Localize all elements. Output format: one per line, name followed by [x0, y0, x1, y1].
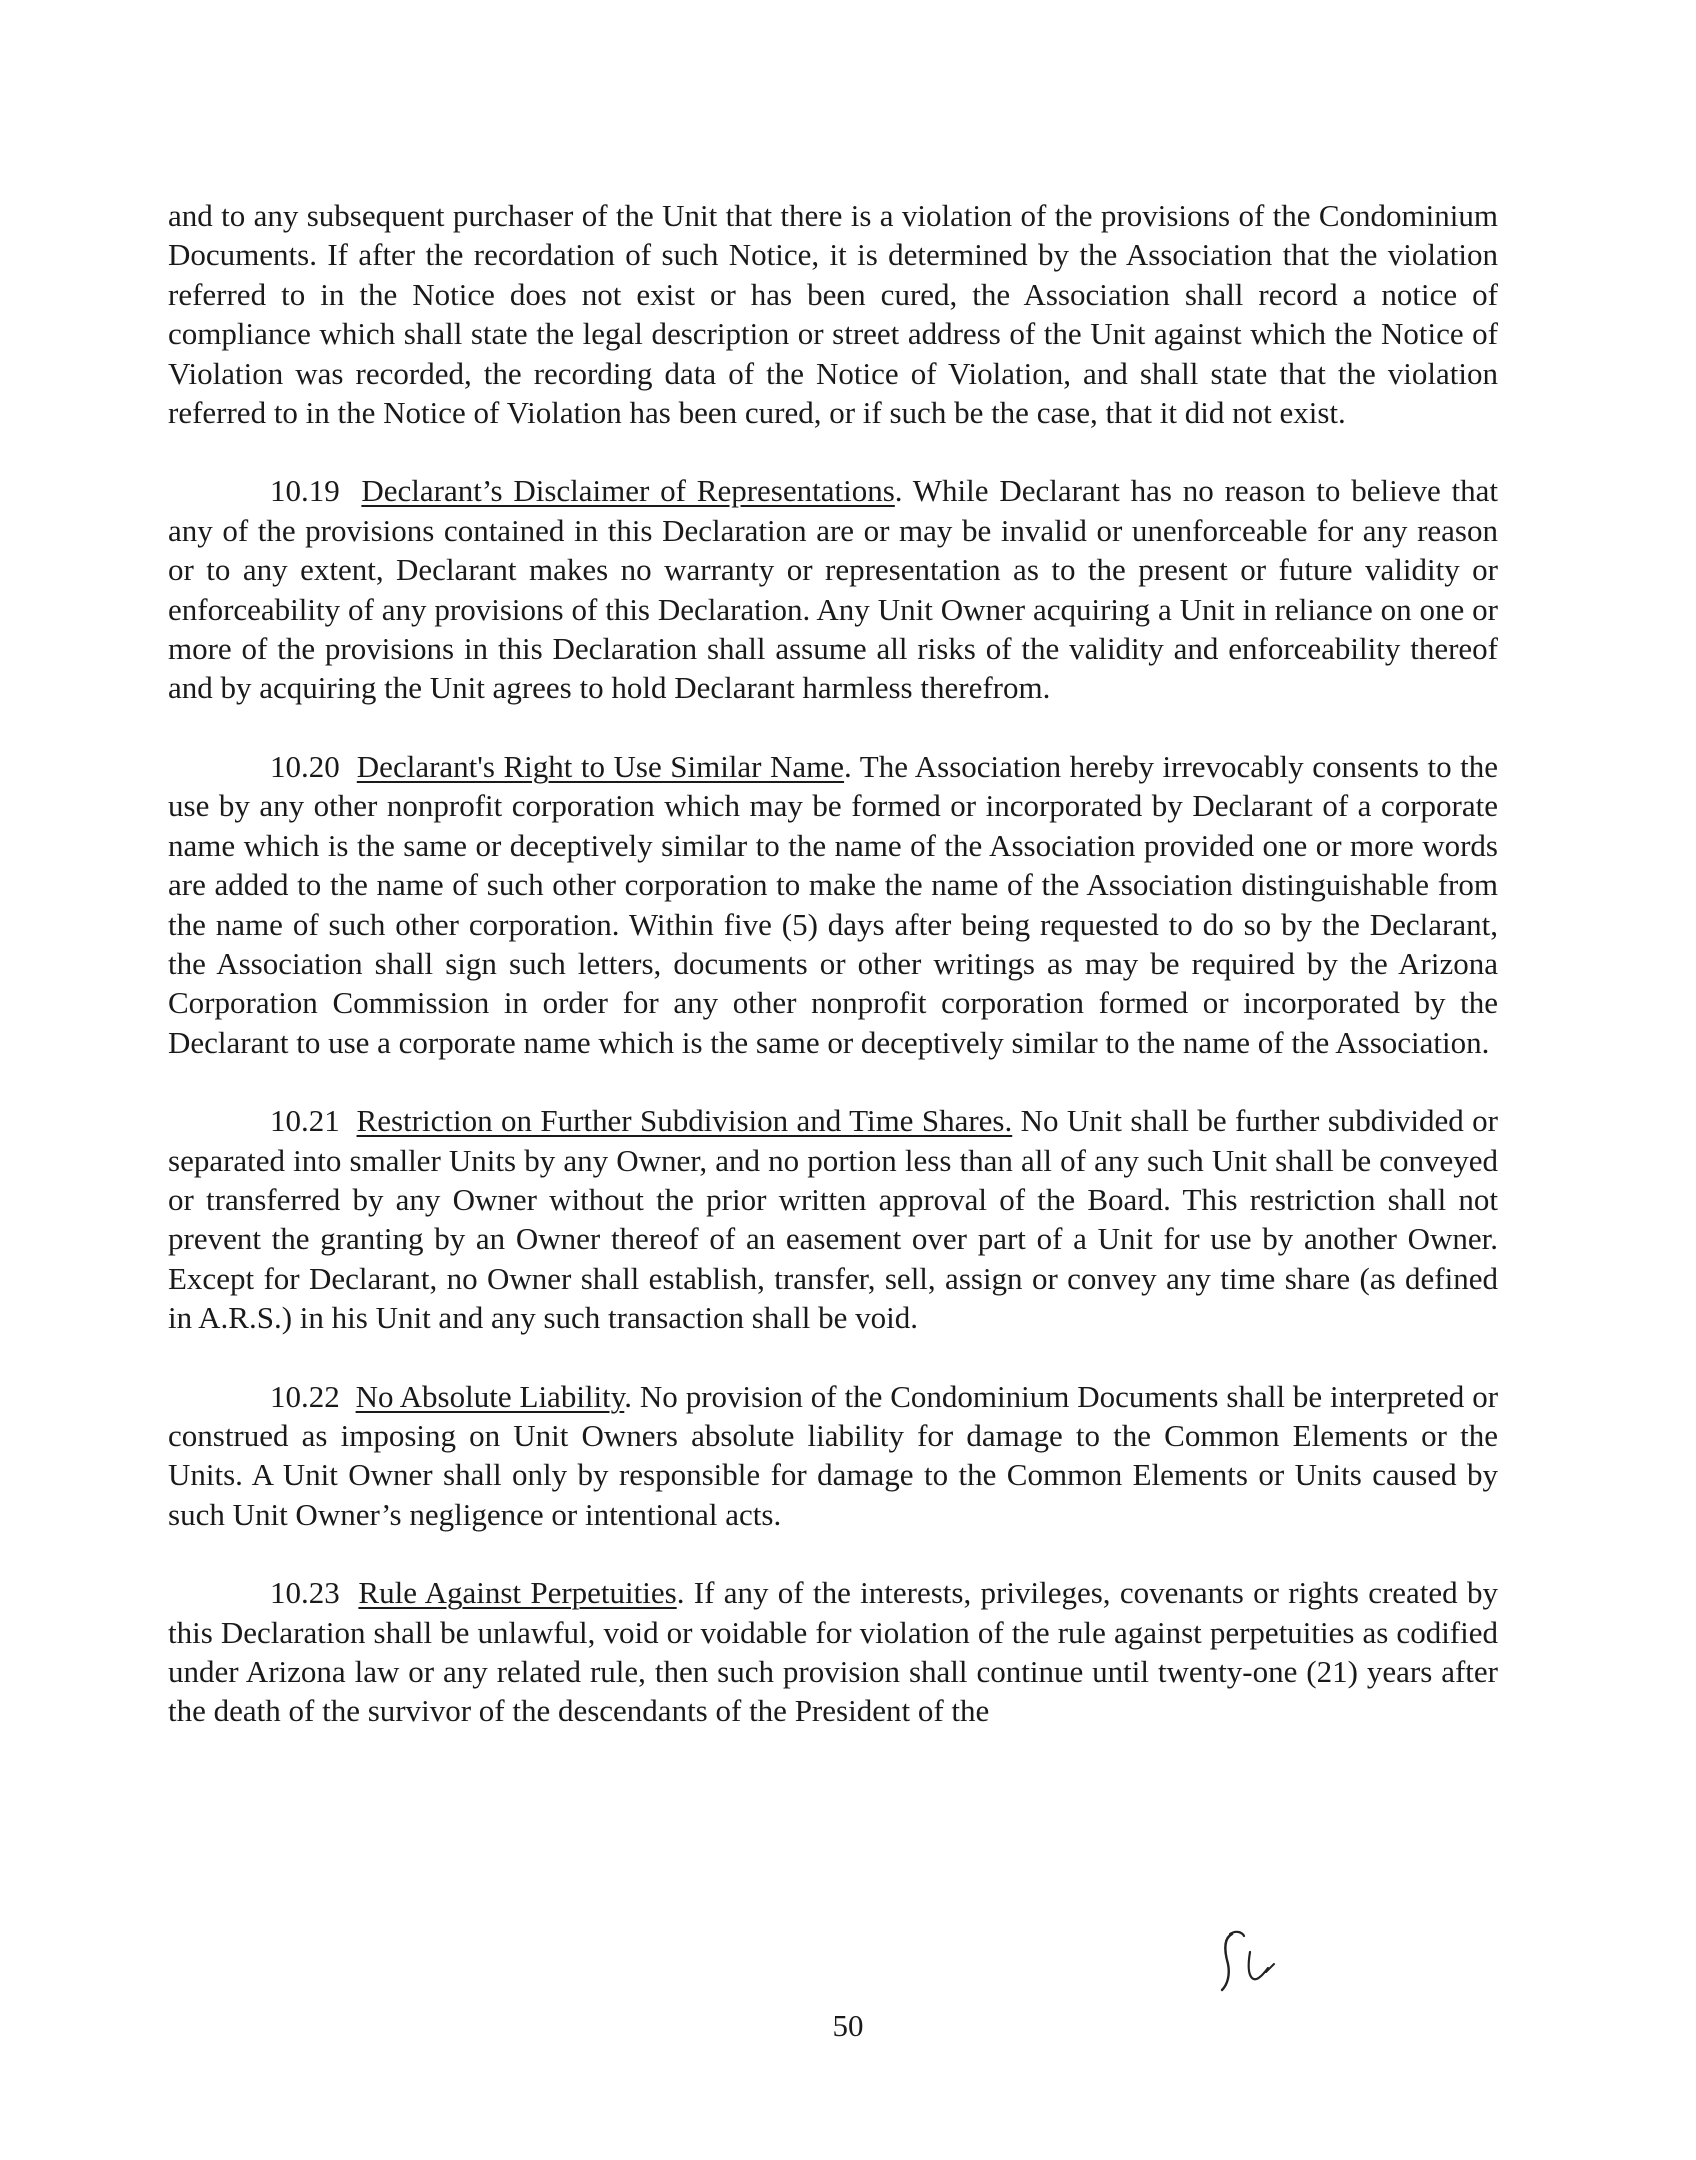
section-body: . No provision of the Condominium Documents shall be interpreted or construed as imposing on Unit Owners absolute liability for damage to the Common Elements or the Units. A Unit Owner shall only by responsible for damage to the Common Elements or Units caused by such Unit Owner’s negligence or intentional acts.	[168, 1378, 1499, 1532]
section-heading: Declarant’s Disclaimer of Representations	[361, 473, 895, 509]
section-body: . While Declarant has no reason to believe that any of the provisions contained in this Declaration are or may be invalid or unenforceable for any reason or to any extent, Declarant makes no warranty or representation as to the present or future validity or enforceability of any provisions of this Declaration. Any Unit Owner acquiring a Unit in reliance on one or more of the provisions in this Declaration shall assume all risks of the validity and enforceability thereof and by acquiring the Unit agrees to hold Declarant harmless therefrom.	[168, 473, 1499, 706]
section-heading: Rule Against Perpetuities	[358, 1575, 677, 1611]
section-body: . The Association hereby irrevocably consents to the use by any other nonprofit corporation which may be formed or incorporated by Declarant of a corporate name which is the same or deceptively similar to the name of the Association provided one or more words are added to the name of such other corporation to make the name of the Association distinguishable from the name of such other corporation. Within five (5) days after being requested to do so by the Declarant, the Association shall sign such letters, documents or other writings as may be required by the Arizona Corporation Commission in order for any other nonprofit corporation formed or incorporated by the Declarant to use a corporate name which is the same or deceptively similar to the name of the Association.	[168, 748, 1498, 1060]
page-number: 50	[832, 2008, 864, 2043]
section-10-19	[168, 471, 1498, 707]
handwritten-initials	[1210, 1928, 1300, 1998]
section-10-20	[168, 747, 1498, 1062]
section-body: . If any of the interests, privileges, covenants or rights created by this Declaration shall be unlawful, void or voidable for violation of the rule against perpetuities as codified under Arizona law or any related rule, then such provision shall continue until twenty-one (21) years after the death of the survivor of the descendants of the President of the	[168, 1575, 1498, 1729]
section-number: 10.22	[270, 1378, 340, 1414]
section-10-23	[168, 1573, 1498, 1731]
section-heading: Declarant's Right to Use Similar Name	[356, 748, 845, 784]
document-page	[168, 196, 1498, 1770]
section-number: 10.21	[270, 1103, 340, 1139]
continued-paragraph: and to any subsequent purchaser of the Unit that there is a violation of the provisions of the Condominium Documents. If after the recordation of such Notice, it is determined by the Association that the violation referred to in the Notice does not exist or has been cured, the Association shall record a notice of compliance which shall state the legal description or street address of the Unit against which the Notice of Violation was recorded, the recording data of the Notice of Violation, and shall state that the violation referred to in the Notice of Violation has been cured, or if such be the case, that it did not exist.	[168, 198, 1498, 431]
section-10-22	[168, 1377, 1498, 1535]
section-number: 10.19	[270, 473, 340, 509]
section-heading: No Absolute Liability	[355, 1378, 625, 1414]
section-10-21	[168, 1101, 1498, 1337]
section-heading: Restriction on Further Subdivision and Time Shares.	[356, 1103, 1013, 1139]
section-number: 10.20	[270, 748, 340, 784]
section-number: 10.23	[270, 1575, 340, 1611]
section-body: No Unit shall be further subdivided or separated into smaller Units by any Owner, and no portion less than all of any such Unit shall be conveyed or transferred by any Owner without the prior written approval of the Board. This restriction shall not prevent the granting by an Owner thereof of an easement over part of a Unit for use by another Owner. Except for Declarant, no Owner shall establish, transfer, sell, assign or convey any time share (as defined in A.R.S.) in his Unit and any such transaction shall be void.	[168, 1103, 1498, 1336]
